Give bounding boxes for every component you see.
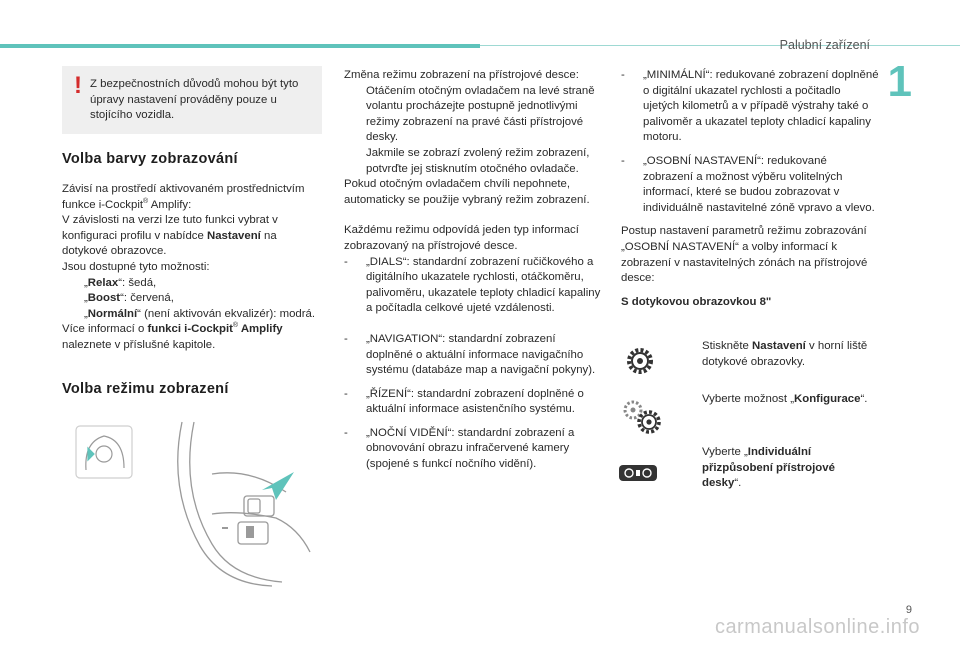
list-item: Jakmile se zobrazí zvolený režim zobrazení, potvrďte jej stisknutím otočného ovladače. bbox=[366, 146, 590, 175]
paragraph: Postup nastavení parametrů režimu zobrazování „OSOBNÍ NASTAVENÍ“ a volby informací k zobrazení v nastavitelných zónách na přístrojové desce: bbox=[621, 225, 868, 285]
paragraph: Více informací o funkci i-Cockpit® Amplify naleznete v příslušné kapitole. bbox=[62, 322, 283, 351]
small-steering-wheel-icon bbox=[76, 426, 132, 478]
page-number: 9 bbox=[905, 604, 912, 616]
right-column bbox=[621, 68, 879, 310]
paragraph: Závisí na prostředí aktivovaném prostřednictvím funkce i-Cockpit® Amplify: bbox=[62, 183, 305, 211]
paragraph: Každému režimu odpovídá jeden typ informací zobrazovaný na přístrojové desce. bbox=[344, 224, 579, 252]
list-item: „Relax“: šedá, bbox=[84, 276, 157, 289]
list-item: „Normální“ (není aktivován ekvalizér): modrá. bbox=[84, 307, 316, 320]
colour-section-body bbox=[62, 182, 324, 354]
warning-text: Z bezpečnostních důvodů mohou být tyto úpravy nastavení prováděny pouze u stojícího vozidla. bbox=[90, 78, 299, 122]
warning-icon: ! bbox=[74, 72, 82, 99]
section-title-mode: Volba režimu zobrazení bbox=[62, 381, 229, 397]
header-rule bbox=[480, 45, 960, 46]
middle-column bbox=[344, 68, 602, 473]
steering-wheel-illustration bbox=[62, 418, 320, 588]
list-item: Vyberte „Individuální přizpůsobení přístrojové desky“. bbox=[702, 446, 835, 490]
step-3 bbox=[680, 445, 866, 492]
step-2 bbox=[680, 392, 880, 408]
watermark: carmanualsonline.info bbox=[714, 616, 920, 638]
sub-heading: S dotykovou obrazovkou 8" bbox=[621, 295, 772, 308]
paragraph: Změna režimu zobrazení na přístrojové desce: bbox=[344, 69, 579, 81]
steering-wheel-detail bbox=[178, 422, 310, 586]
list-item: Vyberte možnost „Konfigurace“. bbox=[702, 393, 868, 405]
list-item: - „DIALS“: standardní zobrazení ručičkového a digitálního ukazatele rychlosti, otáčkoměru, palivoměru, ukazatele teploty chladicí kapaliny a počítadla celkové ujeté vzdálenosti. bbox=[344, 255, 601, 315]
list-item: - „OSOBNÍ NASTAVENÍ“: redukované zobrazení a možnost výběru volitelných informací, které se budou zobrazovat v individuálně nastavitelné zóně vpravo a vlevo. bbox=[621, 154, 875, 214]
list-item: Stiskněte Nastavení v horní liště dotykové obrazovky. bbox=[702, 340, 868, 368]
warning-box bbox=[62, 66, 322, 134]
paragraph: V závislosti na verzi lze tuto funkci vybrat v konfiguraci profilu v nabídce Nastavení na dotykové obrazovce. bbox=[62, 214, 278, 258]
header-accent-bar bbox=[0, 44, 480, 48]
list-item: Otáčením otočným ovladačem na levé straně volantu procházejte postupně jednotlivými režimy zobrazení na pravé části přístrojové desky. bbox=[366, 84, 595, 144]
settings-gear-icon bbox=[621, 342, 659, 380]
list-item: - „NAVIGATION“: standardní zobrazení doplněné o aktuální informace navigačního systému (databáze map a navigační pokyny). bbox=[344, 332, 596, 377]
paragraph: Pokud otočným ovladačem chvíli nepohnete, automaticky se použije vybraný režim zobrazení. bbox=[344, 178, 590, 206]
list-item: - „NOČNÍ VIDĚNÍ“: standardní zobrazení a obnovování obrazu infračervené kamery (spojené s funkcí nočního vidění). bbox=[344, 426, 575, 471]
step-1 bbox=[680, 339, 880, 370]
list-item: „Boost“: červená, bbox=[84, 292, 174, 305]
section-title-colour: Volba barvy zobrazování bbox=[62, 151, 238, 167]
instrument-panel-icon bbox=[618, 464, 658, 482]
list-item: - „ŘÍZENÍ“: standardní zobrazení doplněné o aktuální informace asistenčního systému. bbox=[344, 387, 584, 416]
list-item: - „MINIMÁLNÍ“: redukované zobrazení doplněné o digitální ukazatel rychlosti a počitadlo ujetých kilometrů a v případě výstrahy také o palivoměr a ukazatel teploty chladicí kapaliny motoru. bbox=[621, 69, 879, 144]
chapter-number: 1 bbox=[887, 57, 912, 106]
chapter-title: Palubní zařízení bbox=[779, 38, 870, 52]
configuration-gears-icon bbox=[619, 396, 667, 438]
paragraph: Jsou dostupné tyto možnosti: bbox=[62, 260, 210, 273]
